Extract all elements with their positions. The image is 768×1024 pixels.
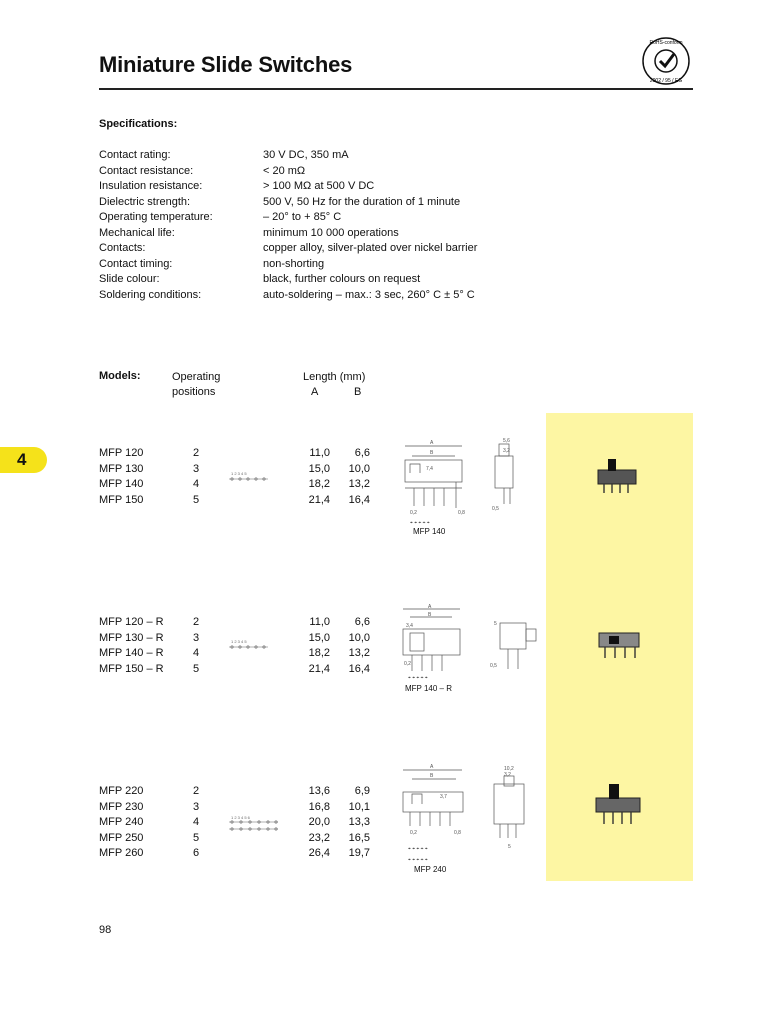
product-photo-mfp1-r: [597, 628, 641, 660]
spec-label: Soldering conditions:: [99, 288, 202, 301]
svg-text:1 2 3 4 5: 1 2 3 4 5: [231, 471, 247, 476]
model-name: MFP 120 – R: [99, 616, 164, 628]
svg-text:0,5: 0,5: [490, 663, 497, 669]
model-length-a: 21,4: [308, 662, 330, 675]
model-positions: 3: [192, 462, 200, 475]
svg-text:5: 5: [508, 844, 511, 850]
pin-schematic-1: [228, 470, 270, 482]
model-name: MFP 150 – R: [99, 662, 164, 675]
spec-value: auto-soldering – max.: 3 sec, 260° C ± 5° C: [263, 288, 475, 301]
spec-label: Operating temperature:: [99, 211, 213, 223]
svg-text:A: A: [430, 764, 434, 770]
spec-value: – 20° to + 85° C: [263, 211, 342, 223]
spec-value: non-shorting: [263, 257, 325, 270]
section-tab-number: 4: [17, 450, 27, 469]
svg-text:0,2: 0,2: [410, 510, 417, 516]
svg-text:⌖ ⌖ ⌖ ⌖ ⌖: ⌖ ⌖ ⌖ ⌖ ⌖: [408, 675, 428, 681]
svg-text:A: A: [430, 440, 434, 446]
model-length-b: 10,0: [348, 462, 370, 475]
spec-label: Contact rating:: [99, 149, 171, 161]
model-length-a: 20,0: [308, 816, 330, 828]
model-length-a: 23,2: [308, 831, 330, 844]
svg-text:RoHS-conform: RoHS-conform: [649, 40, 683, 46]
model-name: MFP 130: [99, 462, 144, 475]
svg-text:3,2: 3,2: [504, 772, 511, 778]
technical-drawing-mfp240: [400, 762, 540, 866]
svg-text:0,2: 0,2: [404, 661, 411, 667]
spec-label: Mechanical life:: [99, 226, 175, 239]
model-positions: 3: [192, 800, 200, 813]
technical-drawing-mfp140: [400, 438, 540, 528]
model-length-b: 16,5: [348, 831, 370, 844]
model-name: MFP 220: [99, 785, 144, 797]
svg-text:B: B: [430, 773, 434, 779]
section-tab: [0, 447, 47, 473]
svg-text:1 2 3 4 5 6: 1 2 3 4 5 6: [231, 815, 250, 820]
svg-text:10,2: 10,2: [504, 766, 514, 772]
model-name: MFP 150: [99, 493, 144, 506]
model-length-b: 16,4: [348, 493, 370, 506]
svg-text:⌖ ⌖ ⌖ ⌖ ⌖: ⌖ ⌖ ⌖ ⌖ ⌖: [408, 846, 428, 852]
model-length-a: 18,2: [308, 478, 330, 490]
model-name: MFP 250: [99, 831, 144, 844]
model-name: MFP 240: [99, 816, 144, 828]
svg-text:0,8: 0,8: [458, 510, 465, 516]
spec-label: Contact resistance:: [99, 164, 194, 177]
pin-schematic-3: [228, 814, 280, 834]
svg-text:A: A: [428, 604, 432, 610]
model-length-a: 15,0: [308, 462, 330, 475]
page-title: Miniature Slide Switches: [99, 52, 353, 77]
spec-label: Dielectric strength:: [99, 195, 191, 208]
drawing-caption-1: MFP 140: [413, 527, 446, 536]
model-length-b: 13,2: [348, 478, 370, 490]
model-length-a: 26,4: [308, 847, 330, 859]
model-length-b: 6,6: [354, 447, 370, 459]
spec-label: Insulation resistance:: [99, 180, 203, 192]
model-positions: 4: [192, 816, 200, 828]
models-heading: Models:: [99, 370, 141, 382]
length-header: Length (mm): [303, 371, 366, 383]
technical-drawing-mfp140r: [400, 603, 550, 683]
model-positions: 4: [192, 478, 200, 490]
positions-header-line1: Operating: [172, 371, 221, 383]
model-length-a: 13,6: [308, 785, 330, 797]
model-name: MFP 230: [99, 800, 144, 813]
checkmark-icon: [660, 54, 674, 66]
svg-text:7,4: 7,4: [426, 466, 433, 472]
spec-label: Contacts:: [99, 242, 146, 254]
model-length-b: 16,4: [348, 662, 370, 675]
svg-text:3,7: 3,7: [440, 794, 447, 800]
spec-value: 30 V DC, 350 mA: [263, 149, 349, 161]
title-rule: [99, 88, 693, 90]
svg-text:3,4: 3,4: [406, 623, 413, 629]
page-number: 98: [99, 924, 112, 936]
svg-text:⌖ ⌖ ⌖ ⌖ ⌖: ⌖ ⌖ ⌖ ⌖ ⌖: [410, 520, 430, 526]
model-name: MFP 130 – R: [99, 631, 164, 644]
spec-value: < 20 mΩ: [263, 164, 306, 177]
pin-schematic-2: [228, 638, 270, 650]
model-length-a: 11,0: [309, 616, 330, 628]
spec-value: black, further colours on request: [263, 273, 421, 285]
model-positions: 3: [192, 631, 200, 644]
model-name: MFP 140: [99, 478, 144, 490]
spec-value: copper alloy, silver-plated over nickel barrier: [263, 242, 478, 254]
model-length-b: 19,7: [348, 847, 370, 859]
svg-text:5: 5: [494, 621, 497, 627]
drawing-caption-2: MFP 140 – R: [405, 684, 452, 693]
svg-text:0,5: 0,5: [492, 506, 499, 512]
model-positions: 2: [192, 785, 200, 797]
model-positions: 5: [192, 831, 200, 844]
model-length-a: 15,0: [308, 631, 330, 644]
model-positions: 5: [192, 662, 200, 675]
model-positions: 4: [192, 647, 200, 659]
model-positions: 2: [192, 616, 200, 628]
svg-text:⌖ ⌖ ⌖ ⌖ ⌖: ⌖ ⌖ ⌖ ⌖ ⌖: [408, 857, 428, 863]
product-photo-mfp1: [596, 455, 640, 495]
svg-text:1 2 3 4 5: 1 2 3 4 5: [231, 639, 247, 644]
svg-text:2002 / 95 / EG: 2002 / 95 / EG: [649, 78, 683, 84]
model-length-a: 16,8: [308, 800, 330, 813]
svg-text:5,6: 5,6: [503, 438, 510, 444]
model-positions: 5: [192, 493, 200, 506]
model-length-a: 11,0: [309, 447, 330, 459]
model-length-b: 6,6: [354, 616, 370, 628]
spec-label: Contact timing:: [99, 257, 173, 270]
model-positions: 6: [192, 847, 200, 859]
specifications-heading: Specifications:: [99, 118, 178, 130]
model-length-b: 10,1: [348, 800, 370, 813]
svg-text:B: B: [430, 450, 434, 456]
model-name: MFP 140 – R: [99, 647, 164, 659]
model-length-a: 21,4: [308, 493, 330, 506]
drawing-caption-3: MFP 240: [414, 865, 447, 874]
svg-text:B: B: [428, 612, 432, 618]
rohs-badge: [637, 36, 695, 86]
model-name: MFP 120: [99, 447, 144, 459]
spec-value: 500 V, 50 Hz for the duration of 1 minute: [263, 195, 461, 208]
model-length-a: 18,2: [308, 647, 330, 659]
positions-header-line2: positions: [172, 386, 216, 398]
svg-text:0,2: 0,2: [410, 830, 417, 836]
spec-value: minimum 10 000 operations: [263, 226, 399, 239]
spec-label: Slide colour:: [99, 273, 160, 285]
spec-value: > 100 MΩ at 500 V DC: [263, 180, 375, 192]
product-photo-mfp2: [594, 780, 642, 828]
model-length-b: 13,2: [348, 647, 370, 659]
length-a-header: A: [311, 386, 319, 398]
model-positions: 2: [192, 447, 200, 459]
svg-text:0,8: 0,8: [454, 830, 461, 836]
svg-text:3,2: 3,2: [503, 448, 510, 454]
length-b-header: B: [354, 386, 362, 398]
model-length-b: 13,3: [348, 816, 370, 828]
model-length-b: 10,0: [348, 631, 370, 644]
model-length-b: 6,9: [354, 785, 370, 797]
model-name: MFP 260: [99, 847, 144, 859]
